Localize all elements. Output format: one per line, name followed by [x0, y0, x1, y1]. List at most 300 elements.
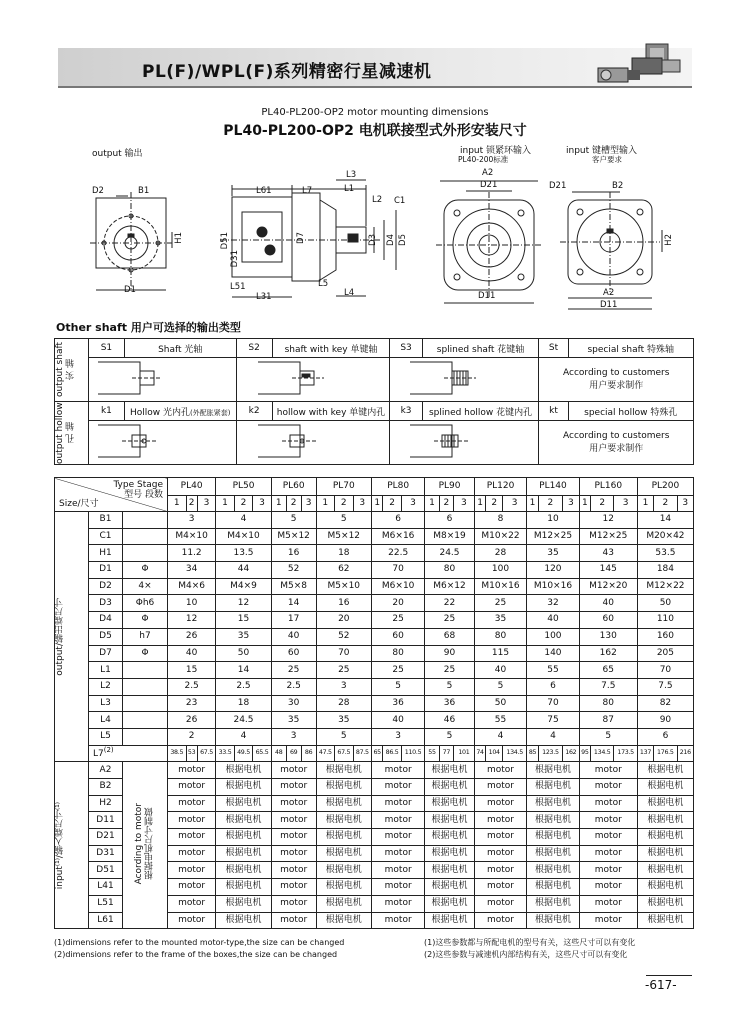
value-cell: 3	[168, 512, 216, 529]
stage-header: 3	[197, 496, 216, 512]
value-cell: 35	[474, 612, 526, 629]
value-cell: 80	[425, 562, 475, 579]
stage-header: 3	[503, 496, 527, 512]
row-name: C1	[89, 528, 123, 545]
stage-header: 1	[316, 496, 335, 512]
value-cell: 14	[216, 662, 272, 679]
dim-a2-key: A2	[603, 288, 615, 298]
value-cell: 2.5	[271, 678, 316, 695]
dim-l31: L31	[256, 292, 272, 302]
value-cell: 100	[527, 628, 579, 645]
value-cell: 120	[527, 562, 579, 579]
value-cell: M6×16	[372, 528, 425, 545]
value-cell: 3	[316, 678, 372, 695]
value-cell: 20	[316, 612, 372, 629]
page-number-rule	[646, 975, 692, 976]
input-value-cell: motor	[271, 879, 316, 896]
value-cell: 22	[425, 595, 475, 612]
l7-value-cell: 216	[677, 745, 693, 762]
notes-chinese	[424, 937, 635, 961]
model-header: PL200	[637, 478, 693, 496]
l7-value-cell: 47.5	[316, 745, 335, 762]
value-cell: 4	[216, 512, 272, 529]
value-cell: 40	[579, 595, 637, 612]
input-value-cell: 根据电机	[316, 812, 372, 829]
row-name: L1	[89, 662, 123, 679]
input-value-cell: 根据电机	[527, 762, 579, 779]
value-cell: 162	[579, 645, 637, 662]
dim-d21-lock: D21	[480, 180, 498, 190]
value-cell: M10×16	[527, 578, 579, 595]
splined-hollow-sketch	[390, 421, 539, 465]
input-value-cell: motor	[372, 845, 425, 862]
row-name: H1	[89, 545, 123, 562]
value-cell: M20×42	[637, 528, 693, 545]
value-cell: M5×10	[316, 578, 372, 595]
input-value-cell: motor	[372, 862, 425, 879]
input-value-cell: motor	[271, 895, 316, 912]
keyed-hollow-sketch	[236, 421, 390, 465]
input-value-cell: 根据电机	[637, 862, 693, 879]
input-value-cell: motor	[168, 779, 216, 796]
dim-d2: D2	[92, 186, 104, 196]
row-name: H2	[89, 795, 123, 812]
note-cn-2: (2)这些参数与减速机内部结构有关，这些尺寸可以有变化	[424, 950, 628, 959]
input-value-cell: motor	[579, 845, 637, 862]
input-value-cell: 根据电机	[425, 762, 475, 779]
value-cell: 205	[637, 645, 693, 662]
row-name: D4	[89, 612, 123, 629]
value-cell: 60	[271, 645, 316, 662]
value-cell: 35	[216, 628, 272, 645]
l7-value-cell: 67.5	[197, 745, 216, 762]
plain-hollow-sketch	[89, 421, 237, 465]
input-value-cell: motor	[474, 829, 526, 846]
row-symbol	[123, 528, 168, 545]
value-cell: 80	[579, 695, 637, 712]
input-value-cell: motor	[372, 795, 425, 812]
stage-header: 3	[614, 496, 637, 512]
input-value-cell: 根据电机	[637, 779, 693, 796]
model-header: PL160	[579, 478, 637, 496]
l7-value-cell: 101	[454, 745, 475, 762]
value-cell: 25	[271, 662, 316, 679]
input-value-cell: motor	[168, 895, 216, 912]
input-value-cell: motor	[271, 845, 316, 862]
l7-value-cell: 77	[439, 745, 453, 762]
input-value-cell: motor	[168, 795, 216, 812]
k2-code: k2	[236, 402, 272, 421]
value-cell: 90	[637, 712, 693, 729]
row-name: L5	[89, 728, 123, 745]
value-cell: 40	[372, 712, 425, 729]
other-shaft-table	[54, 338, 694, 465]
value-cell: 68	[425, 628, 475, 645]
value-cell: 2	[168, 728, 216, 745]
model-header: PL50	[216, 478, 272, 496]
value-cell: 140	[527, 645, 579, 662]
value-cell: 24.5	[425, 545, 475, 562]
row-symbol	[123, 512, 168, 529]
value-cell: M12×25	[579, 528, 637, 545]
table-row	[55, 562, 694, 579]
dim-d7: D7	[296, 232, 306, 244]
value-cell: 60	[579, 612, 637, 629]
value-cell: 53.5	[637, 545, 693, 562]
value-cell: 16	[271, 545, 316, 562]
input-value-cell: 根据电机	[216, 829, 272, 846]
row-name: L3	[89, 695, 123, 712]
k1-name: Hollow 光内孔(外配胀紧套)	[124, 402, 236, 421]
value-cell: 160	[637, 628, 693, 645]
value-cell: 28	[474, 545, 526, 562]
input-value-cell: motor	[372, 829, 425, 846]
value-cell: 50	[216, 645, 272, 662]
table-row	[55, 728, 694, 745]
stage-header: 3	[454, 496, 475, 512]
row-name: B2	[89, 779, 123, 796]
input-value-cell: 根据电机	[316, 862, 372, 879]
value-cell: 90	[425, 645, 475, 662]
table-row	[55, 478, 694, 496]
value-cell: M10×22	[474, 528, 526, 545]
value-cell: 16	[316, 595, 372, 612]
row-symbol	[123, 678, 168, 695]
value-cell: 40	[474, 662, 526, 679]
input-value-cell: motor	[372, 895, 425, 912]
l7-value-cell: 173.5	[614, 745, 637, 762]
value-cell: 52	[316, 628, 372, 645]
input-value-cell: motor	[579, 879, 637, 896]
input-value-cell: 根据电机	[216, 879, 272, 896]
input-value-cell: motor	[168, 879, 216, 896]
model-header: PL90	[425, 478, 475, 496]
input-value-cell: motor	[372, 879, 425, 896]
input-value-cell: motor	[579, 912, 637, 929]
value-cell: 23	[168, 695, 216, 712]
input-value-cell: motor	[474, 879, 526, 896]
value-cell: 15	[168, 662, 216, 679]
input-value-cell: motor	[579, 862, 637, 879]
row-symbol: h7	[123, 628, 168, 645]
value-cell: 26	[168, 712, 216, 729]
value-cell: 87	[579, 712, 637, 729]
value-cell: 12	[216, 595, 272, 612]
table-row	[55, 645, 694, 662]
input-value-cell: motor	[271, 812, 316, 829]
stage-header: 2	[486, 496, 503, 512]
stage-header: 1	[637, 496, 653, 512]
stage-header: 3	[562, 496, 579, 512]
value-cell: 7.5	[579, 678, 637, 695]
l7-value-cell: 123.5	[538, 745, 562, 762]
stage-header: 2	[186, 496, 197, 512]
value-cell: 60	[372, 628, 425, 645]
value-cell: 20	[372, 595, 425, 612]
input-value-cell: motor	[579, 779, 637, 796]
input-value-cell: motor	[271, 795, 316, 812]
output-front-view	[90, 192, 172, 290]
value-cell: 18	[316, 545, 372, 562]
row-name: L51	[89, 895, 123, 912]
stage-header: 2	[234, 496, 253, 512]
row-symbol	[123, 662, 168, 679]
s3-code: S3	[390, 339, 422, 358]
value-cell: 52	[271, 562, 316, 579]
dim-d11-key: D11	[600, 300, 618, 310]
k3-code: k3	[390, 402, 422, 421]
l7-value-cell: 65	[372, 745, 383, 762]
table-row-l7	[55, 745, 694, 762]
dim-d31: D31	[230, 250, 240, 268]
l7-value-cell: 38.5	[168, 745, 187, 762]
l7-value-cell: 53	[186, 745, 197, 762]
input-value-cell: 根据电机	[216, 795, 272, 812]
value-cell: 4	[216, 728, 272, 745]
value-cell: 44	[216, 562, 272, 579]
model-header: PL80	[372, 478, 425, 496]
value-cell: M8×19	[425, 528, 475, 545]
stage-header: 1	[425, 496, 439, 512]
input-value-cell: 根据电机	[216, 862, 272, 879]
st-name: special shaft 特殊轴	[568, 339, 693, 358]
input-value-cell: motor	[579, 762, 637, 779]
value-cell: 32	[527, 595, 579, 612]
stage-header: 2	[383, 496, 402, 512]
value-cell: 55	[474, 712, 526, 729]
value-cell: 4	[527, 728, 579, 745]
stage-header: 1	[372, 496, 383, 512]
model-header: PL140	[527, 478, 579, 496]
row-name: L41	[89, 879, 123, 896]
input-key-sublabel: 客户要求	[592, 155, 622, 164]
model-header: PL70	[316, 478, 372, 496]
row-name: D2	[89, 578, 123, 595]
input-value-cell: 根据电机	[527, 779, 579, 796]
dim-l1: L1	[344, 184, 355, 194]
l7-value-cell: 87.5	[353, 745, 372, 762]
input-value-cell: motor	[474, 795, 526, 812]
l7-value-cell: 134.5	[503, 745, 527, 762]
dim-l51: L51	[230, 282, 246, 292]
row-symbol: Φ	[123, 562, 168, 579]
input-value-cell: 根据电机	[316, 779, 372, 796]
input-value-cell: motor	[168, 829, 216, 846]
input-value-cell: 根据电机	[527, 829, 579, 846]
other-shaft-title: Other shaft 用户可选择的输出类型	[56, 321, 241, 334]
input-value-cell: 根据电机	[425, 829, 475, 846]
table-row	[55, 678, 694, 695]
k1-code: k1	[89, 402, 125, 421]
s3-name: splined shaft 花键轴	[422, 339, 539, 358]
value-cell: 25	[425, 612, 475, 629]
value-cell: 82	[637, 695, 693, 712]
input-lock-label: input 锁紧环输入	[460, 146, 532, 156]
dim-h2: H2	[664, 234, 674, 246]
value-cell: 17	[271, 612, 316, 629]
input-value-cell: motor	[168, 845, 216, 862]
dim-d51: D51	[220, 232, 230, 250]
table-row	[55, 712, 694, 729]
row-name: L61	[89, 912, 123, 929]
input-value-cell: motor	[168, 912, 216, 929]
input-value-cell: 根据电机	[637, 795, 693, 812]
input-value-cell: 根据电机	[637, 762, 693, 779]
input-value-cell: 根据电机	[316, 762, 372, 779]
value-cell: 5	[316, 512, 372, 529]
value-cell: 25	[372, 662, 425, 679]
splined-shaft-sketch	[390, 358, 539, 402]
value-cell: 8	[474, 512, 526, 529]
value-cell: M12×25	[527, 528, 579, 545]
input-value-cell: motor	[579, 795, 637, 812]
value-cell: 7.5	[637, 678, 693, 695]
value-cell: 18	[216, 695, 272, 712]
page-title: PL(F)/WPL(F)系列精密行星减速机	[142, 62, 432, 82]
stage-header: 1	[474, 496, 486, 512]
output-view-label: output 输出	[92, 149, 143, 159]
value-cell: 115	[474, 645, 526, 662]
input-row	[55, 762, 694, 779]
input-value-cell: 根据电机	[527, 795, 579, 812]
input-value-cell: 根据电机	[216, 845, 272, 862]
row-symbol	[123, 695, 168, 712]
dim-l7: L7	[302, 186, 313, 196]
stage-header: 3	[401, 496, 424, 512]
dim-d5: D5	[398, 234, 408, 246]
input-value-cell: 根据电机	[425, 862, 475, 879]
value-cell: 12	[579, 512, 637, 529]
value-cell: 5	[271, 512, 316, 529]
value-cell: M5×8	[271, 578, 316, 595]
value-cell: 4	[474, 728, 526, 745]
input-value-cell: 根据电机	[316, 912, 372, 929]
special-hollow-note: According to customers 用户要求制作	[539, 421, 694, 465]
value-cell: 70	[316, 645, 372, 662]
input-value-cell: 根据电机	[316, 879, 372, 896]
page-number: -617-	[645, 978, 677, 992]
table-row	[55, 512, 694, 529]
row-symbol: 4×	[123, 578, 168, 595]
according-to-motor: Acording to motor 根据电机尺寸制做	[123, 762, 168, 929]
stage-header: 2	[538, 496, 562, 512]
l7-value-cell: 69	[286, 745, 301, 762]
value-cell: 35	[527, 545, 579, 562]
value-cell: 40	[527, 612, 579, 629]
value-cell: 75	[527, 712, 579, 729]
input-value-cell: motor	[474, 762, 526, 779]
value-cell: 14	[637, 512, 693, 529]
row-name: L7$^{(2)}$	[89, 745, 168, 762]
row-name: B1	[89, 512, 123, 529]
s1-code: S1	[89, 339, 125, 358]
input-value-cell: motor	[168, 762, 216, 779]
value-cell: 10	[527, 512, 579, 529]
value-cell: 184	[637, 562, 693, 579]
stage-header: 1	[216, 496, 235, 512]
input-value-cell: motor	[271, 862, 316, 879]
input-value-cell: motor	[474, 895, 526, 912]
input-key-label: input 键槽型输入	[566, 146, 638, 156]
input-value-cell: 根据电机	[216, 812, 272, 829]
value-cell: 5	[425, 728, 475, 745]
technical-drawings	[0, 0, 750, 320]
stage-header: 2	[335, 496, 354, 512]
value-cell: M4×10	[168, 528, 216, 545]
input-value-cell: motor	[474, 845, 526, 862]
stage-header: 3	[677, 496, 693, 512]
l7-value-cell: 110.5	[401, 745, 424, 762]
s2-name: shaft with key 单键轴	[272, 339, 390, 358]
l7-value-cell: 65.5	[253, 745, 272, 762]
value-cell: 36	[372, 695, 425, 712]
input-value-cell: 根据电机	[637, 845, 693, 862]
l7-value-cell: 49.5	[234, 745, 253, 762]
stage-header: 2	[590, 496, 613, 512]
value-cell: 6	[372, 512, 425, 529]
value-cell: 3	[372, 728, 425, 745]
dim-l5: L5	[318, 279, 329, 289]
model-header: PL120	[474, 478, 526, 496]
subtitle-english: PL40-PL200-OP2 motor mounting dimensions	[261, 107, 489, 118]
stage-header: 1	[579, 496, 590, 512]
value-cell: 35	[316, 712, 372, 729]
row-symbol: Φ	[123, 645, 168, 662]
dim-l3: L3	[346, 170, 357, 180]
l7-value-cell: 137	[637, 745, 653, 762]
model-header: PL60	[271, 478, 316, 496]
row-symbol: Φh6	[123, 595, 168, 612]
value-cell: 62	[316, 562, 372, 579]
dim-b2: B2	[612, 181, 624, 191]
value-cell: 11.2	[168, 545, 216, 562]
input-value-cell: motor	[168, 812, 216, 829]
input-value-cell: motor	[271, 762, 316, 779]
l7-value-cell: 74	[474, 745, 486, 762]
k2-name: hollow with key 单键内孔	[272, 402, 390, 421]
dim-b1: B1	[138, 186, 150, 196]
input-value-cell: motor	[474, 779, 526, 796]
value-cell: 6	[527, 678, 579, 695]
input-value-cell: motor	[474, 812, 526, 829]
dim-d3: D3	[368, 234, 378, 246]
stage-header: 3	[253, 496, 272, 512]
value-cell: 5	[372, 678, 425, 695]
row-symbol: Φ	[123, 612, 168, 629]
output-group-label: output/输出端尺寸	[55, 512, 89, 762]
input-value-cell: motor	[579, 812, 637, 829]
dim-c1: C1	[394, 196, 406, 206]
input-value-cell: 根据电机	[425, 845, 475, 862]
l7-value-cell: 48	[271, 745, 286, 762]
input-value-cell: motor	[372, 912, 425, 929]
l7-value-cell: 67.5	[335, 745, 354, 762]
notes-english	[54, 937, 344, 961]
value-cell: 3	[271, 728, 316, 745]
input-value-cell: motor	[579, 895, 637, 912]
input-value-cell: motor	[579, 829, 637, 846]
value-cell: 25	[316, 662, 372, 679]
plain-shaft-sketch	[89, 358, 237, 402]
value-cell: 28	[316, 695, 372, 712]
stage-header: 3	[301, 496, 316, 512]
input-group-label: input⁽¹⁾/输入端尺寸⁽¹⁾	[55, 762, 89, 929]
s1-name: Shaft 光轴	[124, 339, 236, 358]
k3-name: splined hollow 花键内孔	[422, 402, 539, 421]
value-cell: M12×20	[579, 578, 637, 595]
table-row	[55, 612, 694, 629]
special-shaft-note: According to customers 用户要求制作	[539, 358, 694, 402]
